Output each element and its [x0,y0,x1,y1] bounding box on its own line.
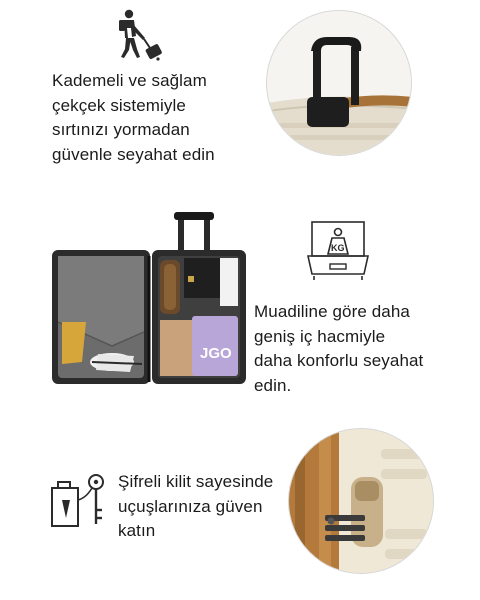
feature-3-line-3: katın [118,521,156,540]
suitcase-weight-kg-icon [304,220,372,282]
feature-3-line-1: Şifreli kilit sayesinde [118,472,274,491]
luggage-tag-key-icon [48,470,110,532]
traveler-with-trolley-icon [112,8,168,64]
feature-1-line-1: Kademeli ve sağlam [52,71,207,90]
feature-3-icon-wrap [48,470,110,532]
open-suitcase-photo [52,212,246,386]
feature-1-line-2: çekçek sistemiyle [52,95,186,115]
bag-print: JGO [200,345,232,362]
handle-closeup-photo [266,10,412,156]
feature-2-line-2: geniş iç hacmiyle [254,326,386,346]
feature-2-line-1: Muadiline göre daha [254,302,410,321]
feature-2-line-3: daha konforlu seyahat [254,351,424,370]
feature-3-text [118,470,288,544]
feature-1-line-3: sırtınızı yormadan [52,120,190,139]
feature-1-line-4: güvenle seyahat edin [52,144,215,164]
feature-1-text [52,69,262,167]
feature-3-line-2: uçuşlarınıza güven [118,496,263,516]
feature-2-line-4: edin. [254,375,292,395]
kg-label: KG [331,243,345,253]
feature-2-text [254,300,474,398]
feature-2-icon-wrap [304,220,372,282]
lock-closeup-photo [288,428,434,574]
feature-1-icon-wrap [112,8,168,64]
